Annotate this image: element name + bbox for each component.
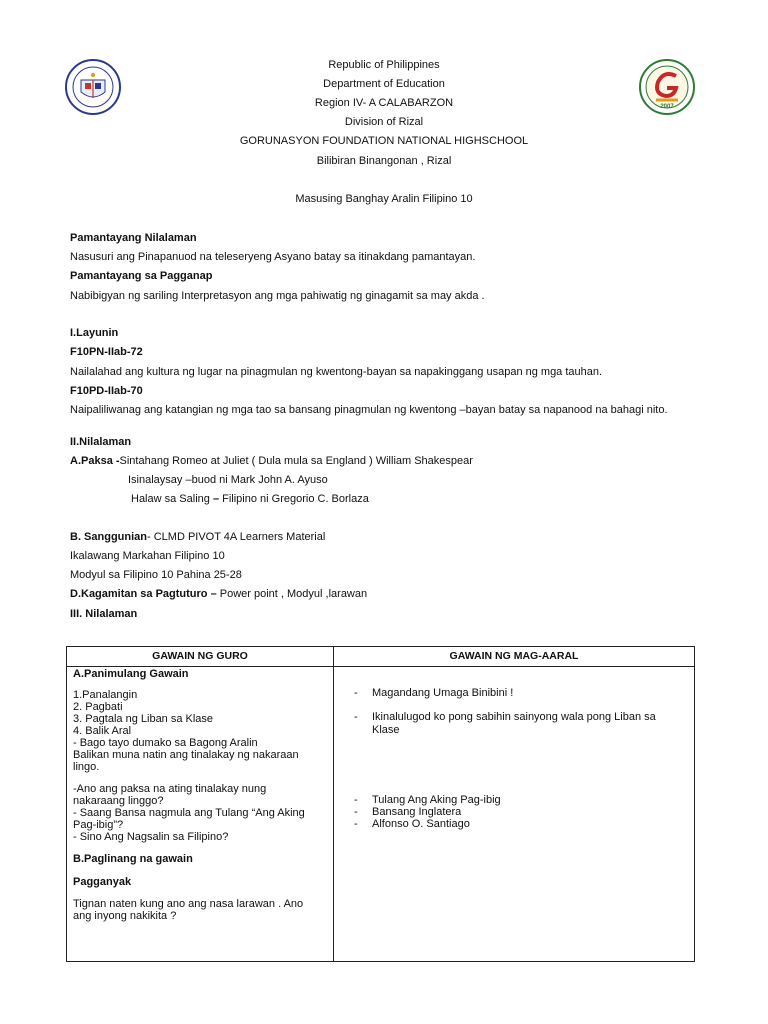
halaw-text-a: Halaw sa Saling [131, 493, 213, 505]
dash-bullet: - [354, 711, 358, 723]
document-title: Masusing Banghay Aralin Filipino 10 [295, 193, 473, 205]
sanggunian-label: B. Sanggunian [70, 531, 147, 543]
dash-bullet: - [354, 794, 358, 806]
table-column-divider [333, 647, 334, 961]
kagamitan-text: Power point , Modyul ,larawan [216, 588, 368, 600]
header-address: Bilibiran Binangonan , Rizal [316, 155, 452, 167]
kagamitan-label: D.Kagamitan sa Pagtuturo – [70, 588, 217, 600]
left-bago: - Bago tayo dumako sa Bagong Aralin [73, 737, 258, 749]
right-logo-year: 2007 [660, 104, 674, 110]
answer-nagsalin: Alfonso O. Santiago [372, 818, 470, 830]
header-division: Division of Rizal [344, 116, 424, 128]
left-sino: - Sino Ang Nagsalin sa Filipino? [73, 831, 229, 843]
halaw-dash: – [212, 493, 223, 505]
header-department: Department of Education [323, 78, 445, 90]
table-header-divider [67, 666, 694, 667]
sanggunian-line [70, 531, 698, 544]
iii-nilalaman-heading: III. Nilalaman [70, 608, 138, 620]
left-ano-1: -Ano ang paksa na ating tinalakay nung [73, 783, 267, 795]
paksa-label: A.Paksa - [70, 455, 120, 467]
paksa-text: Sintahang Romeo at Juliet ( Dula mula sa England ) William Shakespear [119, 455, 473, 467]
dash-bullet: - [354, 806, 358, 818]
competency-code-2: F10PD-IIab-70 [70, 385, 143, 397]
left-saang-2: Pag-ibig”? [73, 819, 124, 831]
modyul-line: Modyul sa Filipino 10 Pahina 25-28 [70, 569, 242, 581]
left-item-panalangin: 1.Panalangin [73, 689, 138, 701]
left-ano-2: nakaraang linggo? [73, 795, 164, 807]
left-tignan-2: ang inyong nakikita ? [73, 910, 177, 922]
answer-bansa: Bansang Inglatera [372, 806, 462, 818]
dash-bullet: - [354, 818, 358, 830]
left-lingo: lingo. [73, 761, 100, 773]
competency-text-1: Nailalahad ang kultura ng lugar na pinagmulan ng kwentong-bayan sa napakinggang usapan ng mga tauhan. [70, 366, 603, 378]
nilalaman-heading: II.Nilalaman [70, 436, 132, 448]
left-tignan-1: Tignan naten kung ano ang nasa larawan . Ano [73, 898, 304, 910]
dash-bullet: - [354, 687, 358, 699]
pamantayang-nilalaman-text: Nasusuri ang Pinapanuod na teleseryeng Asyano batay sa itinakdang pamantayan. [70, 251, 476, 263]
answer-liban-2: Klase [372, 724, 400, 736]
activities-table [66, 646, 695, 962]
left-item-pagtala: 3. Pagtala ng Liban sa Klase [73, 713, 214, 725]
left-item-balik-aral: 4. Balik Aral [73, 725, 132, 737]
pagganyak: Pagganyak [73, 876, 132, 888]
pamantayang-pagganap-heading: Pamantayang sa Pagganap [70, 270, 213, 282]
sanggunian-text: - CLMD PIVOT 4A Learners Material [147, 531, 326, 543]
competency-text-2: Naipaliliwanag ang katangian ng mga tao sa bansang pinagmulan ng kwentong –bayan batay sa napanood na bahagi nito. [70, 404, 668, 416]
answer-greeting: Magandang Umaga Binibini ! [372, 687, 514, 699]
pamantayang-nilalaman-heading: Pamantayang Nilalaman [70, 232, 197, 244]
isinalaysay-line: Isinalaysay –buod ni Mark John A. Ayuso [128, 474, 328, 486]
table-header-guro: GAWAIN NG GURO [152, 650, 248, 662]
paglinang-na-gawain: B.Paglinang na gawain [73, 853, 193, 865]
left-balikan: Balikan muna natin ang tinalakay ng nakaraan [73, 749, 299, 761]
panimulang-gawain: A.Panimulang Gawain [73, 668, 189, 680]
header-school: GORUNASYON FOUNDATION NATIONAL HIGHSCHOOL [239, 135, 529, 147]
answer-tula: Tulang Ang Aking Pag-ibig [372, 794, 501, 806]
paksa-line [70, 455, 698, 468]
left-saang-1: - Saang Bansa nagmula ang Tulang “Ang Aking [73, 807, 305, 819]
kagamitan-line [70, 588, 698, 601]
layunin-heading: I.Layunin [70, 327, 119, 339]
ikalawang-markahan: Ikalawang Markahan Filipino 10 [70, 550, 225, 562]
halaw-line [131, 493, 691, 506]
pamantayang-pagganap-text: Nabibigyan ng sariling Interpretasyon ang mga pahiwatig ng ginagamit sa may akda . [70, 290, 485, 302]
answer-liban-1: Ikinalulugod ko pong sabihin sainyong wala pong Liban sa [372, 711, 656, 723]
header-region: Region IV- A CALABARZON [314, 97, 454, 109]
table-header-mag-aaral: GAWAIN NG MAG-AARAL [449, 650, 579, 662]
header-republic: Republic of Philippines [328, 59, 440, 71]
halaw-text-c: Filipino ni Gregorio C. Borlaza [222, 493, 369, 505]
left-item-pagbati: 2. Pagbati [73, 701, 123, 713]
competency-code-1: F10PN-IIab-72 [70, 346, 143, 358]
